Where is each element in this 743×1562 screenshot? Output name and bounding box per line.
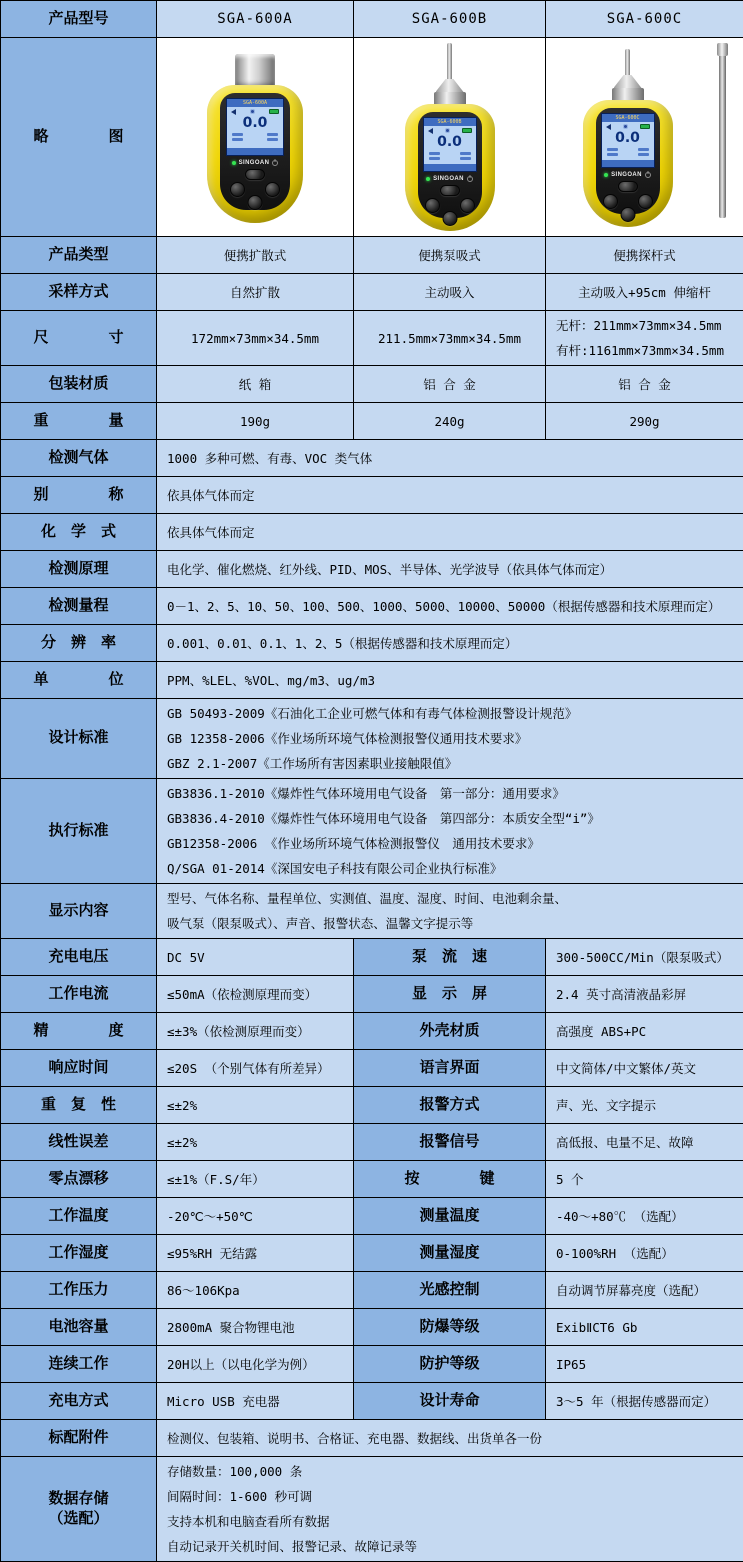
spec-label: 精 度 [1,1013,157,1050]
power-icon [467,176,473,182]
spec-label: 测量温度 [354,1198,546,1235]
device-front-panel [596,108,660,214]
spec-label: 分 辨 率 [1,625,157,662]
device-front-panel [220,93,290,210]
screen-title: SGA-600A [227,99,283,107]
spec-value: -40～+80℃ （选配） [546,1198,743,1235]
spec-label: 工作电流 [1,976,157,1013]
spec-label: 零点漂移 [1,1161,157,1198]
spec-label: 检测气体 [1,440,157,477]
table-row [1,237,743,274]
spec-label: 报警方式 [354,1087,546,1124]
spec-label: 检测原理 [1,551,157,588]
screen-reading: 0.0 [424,135,476,150]
model-name-c: SGA-600C [546,1,743,38]
spec-label: 单 位 [1,662,157,699]
screen-title: SGA-600B [424,118,476,126]
screen-statusbar [602,160,654,167]
fan-icon [250,109,255,114]
spec-label: 显 示 屏 [354,976,546,1013]
device-body [405,104,495,231]
left-button [603,194,618,209]
led-indicator [604,173,608,177]
spec-value: ≤±3%（依检测原理而变） [157,1013,354,1050]
spec-value: 240g [354,403,546,440]
spec-label: 设计标准 [1,699,157,779]
spec-value: 便携扩散式 [157,237,354,274]
left-button [230,182,245,197]
spec-value: 0－1、2、5、10、50、100、500、1000、5000、10000、50000（根据传感器和技术原理而定） [157,588,743,625]
enter-button [248,195,263,210]
spec-label: 按 键 [354,1161,546,1198]
device-illustration-sga600c [546,38,743,236]
screen-title: SGA-600C [602,114,654,122]
text-line: 数据存储 [3,1489,154,1509]
screen-statusbar [424,164,476,171]
table-row [1,976,743,1013]
spec-value: 290g [546,403,743,440]
text-line: 自动记录开关机时间、报警记录、故障记录等 [167,1534,737,1559]
device-body [207,85,303,223]
spec-value: 依具体气体而定 [157,514,743,551]
speaker-icon [231,109,236,115]
led-indicator [426,177,430,181]
table-row [1,1198,743,1235]
screen-info-row [227,138,283,141]
device-illustration-sga600b [354,38,545,236]
spec-value: ≤±2% [157,1087,354,1124]
table-row [1,311,743,366]
enter-button [620,207,635,222]
speaker-icon [428,128,433,134]
spec-label: 线性误差 [1,1124,157,1161]
screen-info-row [424,157,476,160]
spec-value: ExibⅡCT6 Gb [546,1309,743,1346]
spec-value: DC 5V [157,939,354,976]
table-row [1,1383,743,1420]
table-row [1,1050,743,1087]
table-row [1,884,743,939]
spec-value: PPM、%LEL、%VOL、mg/m3、ug/m3 [157,662,743,699]
probe-cone [436,79,464,92]
menu-button [245,169,265,180]
text-line: GB3836.4-2010《爆炸性气体环境用电气设备 第四部分：本质安全型“i”》 [167,806,737,831]
spec-label: 工作压力 [1,1272,157,1309]
spec-label: 工作湿度 [1,1235,157,1272]
spec-value: 2.4 英寸高清液晶彩屏 [546,976,743,1013]
spec-value: 0.001、0.01、0.1、1、2、5（根据传感器和技术原理而定） [157,625,743,662]
text-line: GB 50493-2009《石油化工企业可燃气体和有毒气体检测报警设计规范》 [167,701,737,726]
text-line: GB12358-2006 《作业场所环境气体检测报警仪 通用技术要求》 [167,831,737,856]
spec-label: 执行标准 [1,779,157,884]
spec-value: 2800mA 聚合物锂电池 [157,1309,354,1346]
spec-value: 高低报、电量不足、故障 [546,1124,743,1161]
table-row [1,1457,743,1562]
brand-row [220,158,290,168]
spec-label: 充电电压 [1,939,157,976]
spec-label: 语言界面 [354,1050,546,1087]
table-row [1,551,743,588]
spec-value: 高强度 ABS+PC [546,1013,743,1050]
sensor-cap [235,54,275,88]
menu-button [440,185,460,196]
spec-value: -20℃～+50℃ [157,1198,354,1235]
text-line: （选配） [3,1509,154,1529]
spec-value: 声、光、文字提示 [546,1087,743,1124]
spec-value: 中文简体/中文繁体/英文 [546,1050,743,1087]
text-line: GB3836.1-2010《爆炸性气体环境用电气设备 第一部分：通用要求》 [167,781,737,806]
table-row [1,662,743,699]
spec-label: 检测量程 [1,588,157,625]
battery-icon [462,128,472,133]
spec-label: 显示内容 [1,884,157,939]
screen-info-row [424,152,476,155]
spec-value: 纸 箱 [157,366,354,403]
spec-label: 重 复 性 [1,1087,157,1124]
table-row [1,1013,743,1050]
led-indicator [232,161,236,165]
spec-value: 便携探杆式 [546,237,743,274]
product-image-cell-c [546,38,743,237]
spec-label: 测量湿度 [354,1235,546,1272]
spec-label: 设计寿命 [354,1383,546,1420]
table-row [1,1235,743,1272]
table-row [1,1124,743,1161]
spec-label: 重 量 [1,403,157,440]
spec-value: 自然扩散 [157,274,354,311]
spec-value: 300-500CC/Min（限泵吸式） [546,939,743,976]
spec-label: 报警信号 [354,1124,546,1161]
spec-value [157,779,743,884]
telescopic-rod [719,46,726,218]
model-name-b: SGA-600B [354,1,546,38]
spec-label: 电池容量 [1,1309,157,1346]
spec-value: Micro USB 充电器 [157,1383,354,1420]
screen-info-row [227,133,283,136]
right-button [265,182,280,197]
table-row [1,477,743,514]
screen-info-row [602,153,654,156]
text-line: 无杆：211mm×73mm×34.5mm [556,313,737,338]
spec-value: ≤20S （个别气体有所差异） [157,1050,354,1087]
sampling-probe [447,43,452,79]
spec-value: 86～106Kpa [157,1272,354,1309]
spec-value: 自动调节屏幕亮度（选配） [546,1272,743,1309]
sampling-probe [625,49,630,75]
spec-value [157,1457,743,1562]
screen-reading: 0.0 [227,116,283,131]
battery-icon [640,124,650,129]
text-line: 间隔时间：1-600 秒可调 [167,1484,737,1509]
device-illustration-sga600a [157,38,353,236]
spec-value: 主动吸入+95cm 伸缩杆 [546,274,743,311]
spec-label: 化 学 式 [1,514,157,551]
brand-label: SINGOAN [611,172,642,178]
product-image-cell-b [354,38,546,237]
spec-value: 主动吸入 [354,274,546,311]
brand-row [418,174,482,184]
spec-label: 泵 流 速 [354,939,546,976]
spec-value [546,311,743,366]
table-row [1,625,743,662]
spec-label: 防护等级 [354,1346,546,1383]
spec-value: 电化学、催化燃烧、红外线、PID、MOS、半导体、光学波导（依具体气体而定） [157,551,743,588]
spec-label: 充电方式 [1,1383,157,1420]
spec-value: 铝 合 金 [354,366,546,403]
table-row [1,1346,743,1383]
spec-value: IP65 [546,1346,743,1383]
spec-label: 连续工作 [1,1346,157,1383]
table-row [1,440,743,477]
lcd-screen [601,113,655,168]
spec-value: 1000 多种可燃、有毒、VOC 类气体 [157,440,743,477]
text-line: 吸气泵（限泵吸式）、声音、报警状态、温馨文字提示等 [167,911,737,936]
spec-label: 工作温度 [1,1198,157,1235]
text-line: GBZ 2.1-2007《工作场所有害因素职业接触限值》 [167,751,737,776]
model-name-a: SGA-600A [157,1,354,38]
spec-label: 包装材质 [1,366,157,403]
text-line: GB 12358-2006《作业场所环境气体检测报警仪通用技术要求》 [167,726,737,751]
table-row [1,939,743,976]
spec-label [1,1457,157,1562]
spec-label: 尺 寸 [1,311,157,366]
table-row [1,779,743,884]
table-row [1,403,743,440]
spec-label: 响应时间 [1,1050,157,1087]
brand-row [596,170,660,180]
text-line: 存储数量：100,000 条 [167,1459,737,1484]
table-row [1,1087,743,1124]
table-row [1,514,743,551]
spec-value: ≤50mA（依检测原理而变） [157,976,354,1013]
spec-label: 标配附件 [1,1420,157,1457]
spec-value: 铝 合 金 [546,366,743,403]
spec-label: 产品类型 [1,237,157,274]
text-line: 有杆:1161mm×73mm×34.5mm [556,338,737,363]
probe-cone [614,75,642,88]
spec-label: 采样方式 [1,274,157,311]
spec-value: 0-100%RH （选配） [546,1235,743,1272]
spec-value [157,884,743,939]
table-row [1,1,743,38]
device-body [583,100,673,227]
table-row [1,38,743,237]
table-row [1,588,743,625]
spec-value: ≤95%RH 无结露 [157,1235,354,1272]
table-row [1,1420,743,1457]
fan-icon [623,124,628,129]
spec-label: 别 称 [1,477,157,514]
spec-label: 光感控制 [354,1272,546,1309]
spec-value: 5 个 [546,1161,743,1198]
battery-icon [269,109,279,114]
spec-value: 190g [157,403,354,440]
lcd-screen [226,98,284,156]
spec-value: ≤±1%（F.S/年） [157,1161,354,1198]
lcd-screen [423,117,477,172]
screen-statusbar [227,148,283,155]
text-line: 支持本机和电脑查看所有数据 [167,1509,737,1534]
table-row [1,1161,743,1198]
right-button [460,198,475,213]
table-row [1,1272,743,1309]
spec-value: ≤±2% [157,1124,354,1161]
screen-info-row [602,148,654,151]
menu-button [618,181,638,192]
sketch-label: 略 图 [1,38,157,237]
spec-value: 检测仪、包装箱、说明书、合格证、充电器、数据线、出货单各一份 [157,1420,743,1457]
table-row [1,274,743,311]
power-icon [272,160,278,166]
enter-button [442,211,457,226]
screen-reading: 0.0 [602,131,654,146]
button-cluster [422,185,478,227]
brand-label: SINGOAN [239,160,270,166]
product-image-cell-a [157,38,354,237]
spec-value: 20H以上（以电化学为例） [157,1346,354,1383]
fan-icon [445,128,450,133]
table-row [1,366,743,403]
button-cluster [600,181,656,223]
spec-value: 211.5mm×73mm×34.5mm [354,311,546,366]
text-line: 型号、气体名称、量程单位、实测值、温度、湿度、时间、电池剩余量、 [167,886,737,911]
spec-value: 3～5 年（根据传感器而定） [546,1383,743,1420]
power-icon [645,172,651,178]
header-label: 产品型号 [1,1,157,38]
spec-value: 便携泵吸式 [354,237,546,274]
device-front-panel [418,112,482,218]
table-row [1,699,743,779]
text-line: Q/SGA 01-2014《深国安电子科技有限公司企业执行标准》 [167,856,737,881]
spec-label: 防爆等级 [354,1309,546,1346]
left-button [425,198,440,213]
right-button [638,194,653,209]
button-cluster [227,169,283,211]
spec-value: 依具体气体而定 [157,477,743,514]
speaker-icon [606,124,611,130]
brand-label: SINGOAN [433,176,464,182]
spec-value: 172mm×73mm×34.5mm [157,311,354,366]
spec-label: 外壳材质 [354,1013,546,1050]
table-row [1,1309,743,1346]
spec-value [157,699,743,779]
